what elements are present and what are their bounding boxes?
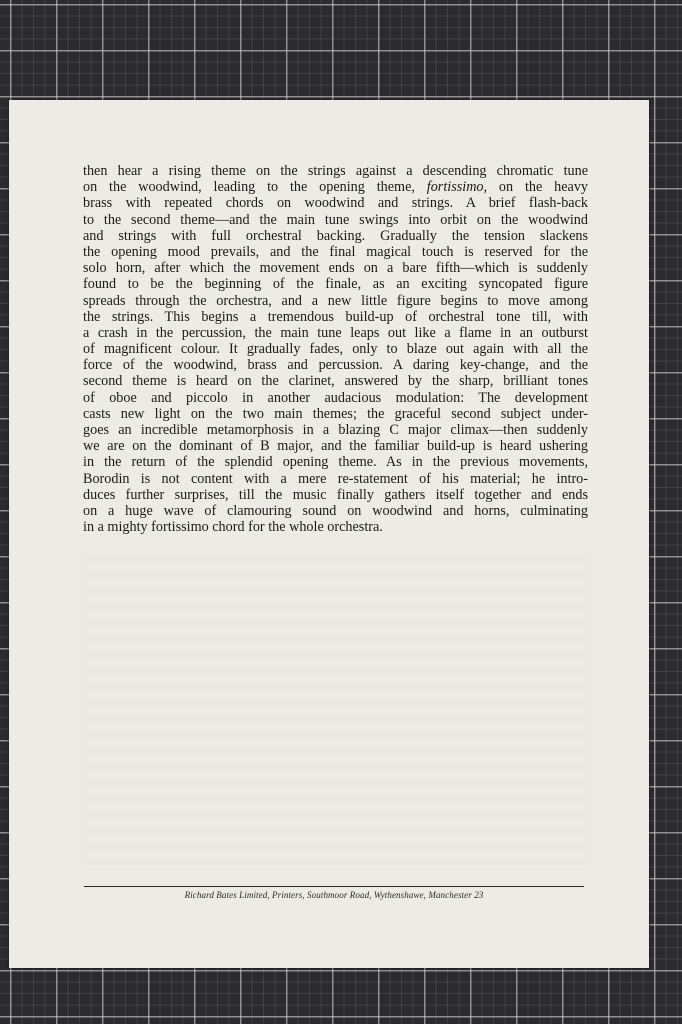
- text-line: a crash in the percussion, the main tune leaps out like a flame in an outburst: [83, 324, 588, 341]
- text-line: the opening mood prevails, and the final magical touch is reserved for the: [83, 243, 588, 260]
- text-line: spreads through the orchestra, and a new little figure begins to move among: [83, 292, 588, 309]
- footer-rule: [84, 886, 584, 887]
- text-line: solo horn, after which the movement ends on a bare fifth—which is suddenly: [83, 260, 588, 277]
- text-line: and strings with full orchestral backing. Gradually the tension slackens: [83, 227, 588, 244]
- text-line: duces further surprises, till the music finally gathers itself together and ends: [83, 486, 588, 503]
- italic-term: fortissimo,: [426, 179, 488, 196]
- printer-imprint: Richard Bates Limited, Printers, Southmoor Road, Wythenshawe, Manchester 23: [184, 890, 484, 900]
- printed-page: [9, 100, 649, 968]
- show-through-texture: [83, 555, 588, 865]
- text-line: then hear a rising theme on the strings against a descending chromatic tune: [83, 163, 588, 179]
- text-line: of magnificent colour. It gradually fades, only to blaze out again with all the: [83, 341, 588, 358]
- text-line: of oboe and piccolo in another audacious modulation: The development: [83, 389, 588, 406]
- text-line: the strings. This begins a tremendous build-up of orchestral tone till, with: [83, 308, 588, 325]
- text-line: Borodin is not content with a mere re-statement of his material; he intro-: [83, 470, 588, 487]
- body-paragraph: [83, 163, 588, 535]
- text-line: to the second theme—and the main tune swings into orbit on the woodwind: [83, 211, 588, 228]
- text-line: in the return of the splendid opening theme. As in the previous movements,: [83, 454, 588, 471]
- text-line: on a huge wave of clamouring sound on woodwind and horns, culminating: [83, 502, 588, 519]
- text-line: on the woodwind, leading to the opening theme, fortissimo, on the heavy: [83, 179, 589, 196]
- text-line: we are on the dominant of B major, and the familiar build-up is heard ushering: [83, 438, 588, 455]
- text-line: found to be the beginning of the finale, as an exciting syncopated figure: [83, 276, 588, 293]
- text-line: brass with repeated chords on woodwind and strings. A brief flash-back: [83, 195, 588, 212]
- text-line: casts new light on the two main themes; the graceful second subject under-: [83, 405, 588, 422]
- text-line-last: in a mighty fortissimo chord for the whole orchestra.: [83, 519, 383, 536]
- text-line: force of the woodwind, brass and percussion. A daring key-change, and the: [83, 357, 588, 374]
- text-line: goes an incredible metamorphosis in a blazing C major climax—then suddenly: [83, 422, 588, 438]
- text-line: second theme is heard on the clarinet, answered by the sharp, brilliant tones: [83, 373, 588, 390]
